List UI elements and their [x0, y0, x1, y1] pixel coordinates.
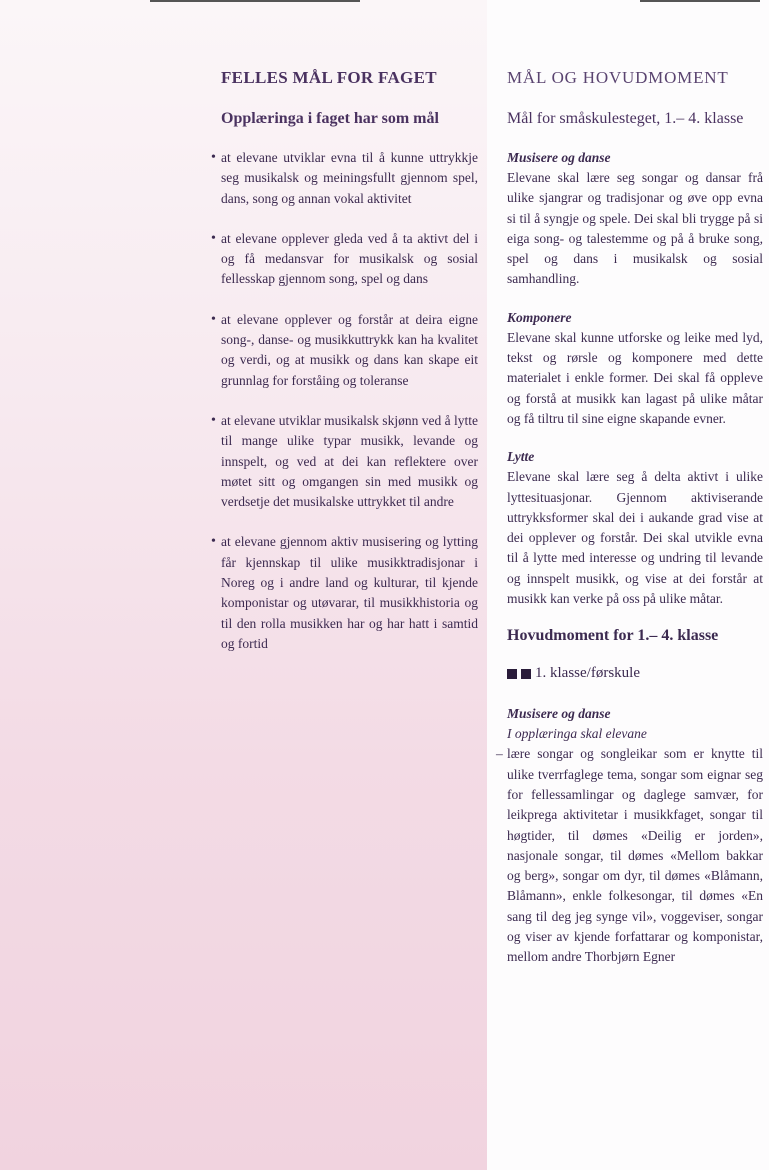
topic-text: Elevane skal lære seg å delta aktivt i ulike lyttesituasjonar. Gjennom aktiviserande uttrykksformer skal dei i aukande grad vise at dei opplever og forstår. Dei skal utvikle evna til å lytte med interesse og undring til levande og innspelt musikk, og vise at dei forstår at musikk kan verke på oss på ulike måtar.	[507, 469, 763, 607]
left-subtitle: Opplæringa i faget har som mål	[221, 110, 439, 127]
topic-heading: Lytte	[507, 449, 535, 465]
right-section-title: MÅL OG HOVUDMOMENT	[507, 68, 729, 87]
goal-item: • at elevane utviklar evna til å kunne uttrykkje seg musikalsk og meiningsfullt gjennom spel, dans, song og annan vokal aktivitet	[210, 148, 478, 209]
right-subtitle: Mål for småskulesteget, 1.– 4. klasse	[507, 110, 744, 127]
square-bullet-icon	[521, 669, 531, 679]
goals-list	[210, 148, 478, 654]
scan-edge-mark	[150, 0, 360, 2]
moment-intro: I opplæringa skal elevane	[507, 726, 647, 742]
moment-list-item	[496, 744, 763, 967]
grade-label: 1. klasse/førskule	[535, 665, 640, 682]
topic-heading: Musisere og danse	[507, 150, 611, 165]
topic-text: Elevane skal kunne utforske og leike med lyd, tekst og rørsle og komponere med dette materialet i enkle former. Dei skal få oppleve og forstå at musikk kan lagast på ulike måtar og få tiltru til sine eigne skapande evner.	[507, 329, 763, 426]
main-moments-title: Hovudmoment for 1.– 4. klasse	[507, 627, 719, 645]
square-bullet-icon	[507, 669, 517, 679]
goal-item: • at elevane opplever gleda ved å ta aktivt del i og få medansvar for musikalsk og sosial fellesskap gjennom song, spel og dans	[210, 229, 478, 290]
topic-heading: Komponere	[507, 309, 572, 325]
moment-subheading: Musisere og danse	[507, 706, 611, 722]
dash-marker: –	[496, 746, 503, 762]
goal-item: • at elevane utviklar musikalsk skjønn ved å lytte til mange ulike typar musikk, levande og innspelt, og ved at dei kan reflektere over møtet sitt og omgangen sin med musikk og verdsetje det musikalske uttrykket til andre	[210, 411, 478, 512]
scan-edge-mark	[640, 0, 760, 2]
right-column	[496, 68, 763, 968]
goal-item: • at elevane opplever og forstår at deira eigne song-, danse- og musikkuttrykk kan ha kvalitet og verdi, og at musikk og dans kan skape eit grunnlag for forståing og toleranse	[210, 310, 478, 391]
moment-list-text: lære songar og songleikar som er knytte til ulike tverrfaglege tema, songar som eignar seg for fellessamlingar og daglege samvær, for leikprega aktivitetar i musikkfaget, songar til høgtider, til dømes «Deilig er jorden», nasjonale songar, til dømes «Mellom bakkar og berg», songar om dyr, til dømes «Blåmann, Blåmann», enkle folkesongar, til dømes «En sang til deg jeg synge vil», voggeviser, songar og viser av kjende forfattarar og komponistar, mellom andre Thorbjørn Egner	[507, 746, 763, 965]
goal-item: • at elevane gjennom aktiv musisering og lytting får kjennskap til ulike musikktradisjonar i Noreg og i andre land og kulturar, til kjende komponistar og utøvarar, til musikkhistoria og til den rolla musikken har og har hatt i samtid og fortid	[210, 532, 478, 654]
topic-text: Elevane skal lære seg songar og dansar frå ulike sjangrar og tradisjonar og øve opp evna si til å syngje og spele. Dei skal bli trygge på si eiga song- og talestemme og på å bruke song, spel og dans i musikalsk og sosial samhandling.	[507, 170, 763, 287]
grade-heading	[507, 665, 763, 682]
left-column	[210, 68, 478, 674]
left-section-title: FELLES MÅL FOR FAGET	[221, 68, 437, 87]
